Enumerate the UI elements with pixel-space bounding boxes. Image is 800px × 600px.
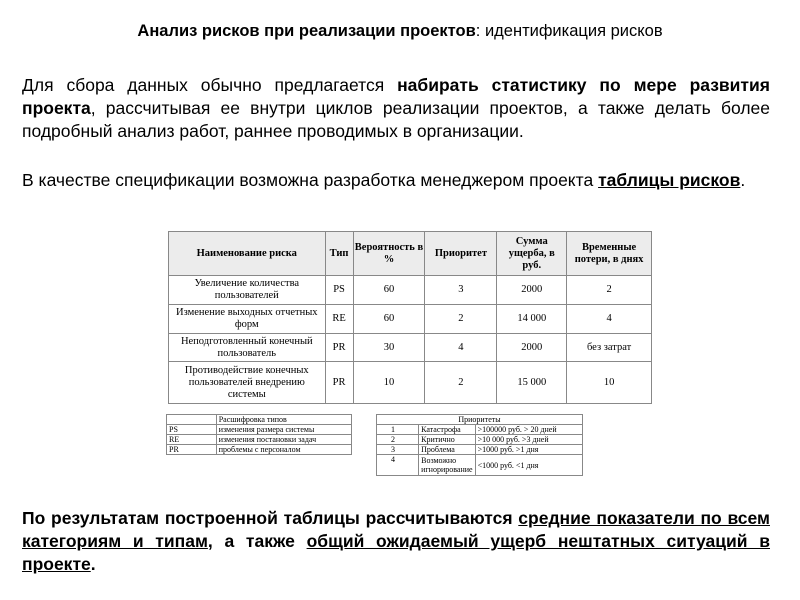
risk-table — [168, 231, 652, 404]
table-row — [167, 415, 352, 425]
risk-table-header: Тип — [325, 232, 353, 276]
risk-probability-cell: 10 — [353, 362, 425, 404]
para3-text-2: , а также — [207, 531, 307, 551]
title-rest: : идентификация рисков — [475, 22, 663, 40]
paragraph-risk-table-spec — [22, 169, 770, 192]
priority-level-cell: 2 — [377, 435, 419, 445]
para3-text-1: По результатам построенной таблицы рассчитываются — [22, 508, 519, 528]
table-row — [169, 334, 652, 362]
table-row — [377, 415, 583, 425]
table-row — [169, 305, 652, 334]
types-legend-empty-cell — [167, 415, 217, 425]
table-row — [167, 445, 352, 455]
type-code-cell: RE — [167, 435, 217, 445]
priority-threshold-cell: >1000 руб. >1 дня — [475, 445, 582, 455]
table-row — [377, 435, 583, 445]
risk-priority-cell: 4 — [425, 334, 497, 362]
risk-type-cell: PS — [325, 276, 353, 305]
risk-time-loss-cell: 4 — [567, 305, 652, 334]
priority-level-cell: 3 — [377, 445, 419, 455]
risk-priority-cell: 2 — [425, 362, 497, 404]
risk-damage-cell: 2000 — [497, 276, 567, 305]
risk-damage-cell: 14 000 — [497, 305, 567, 334]
types-legend-header: Расшифровка типов — [216, 415, 351, 425]
priority-level-cell: 4 — [377, 455, 419, 476]
type-description-cell: проблемы с персоналом — [216, 445, 351, 455]
table-row — [167, 425, 352, 435]
priority-threshold-cell: >10 000 руб. >3 дней — [475, 435, 582, 445]
type-code-cell: PR — [167, 445, 217, 455]
priority-threshold-cell: <1000 руб. <1 дня — [475, 455, 582, 476]
risk-probability-cell: 60 — [353, 276, 425, 305]
para1-bold: набирать статистику по мере развития проекта — [22, 75, 770, 118]
risk-priority-cell: 3 — [425, 276, 497, 305]
priority-name-cell: Проблема — [419, 445, 475, 455]
priority-name-cell: Возможно игнорирование — [419, 455, 475, 476]
type-description-cell: изменения размера системы — [216, 425, 351, 435]
risk-time-loss-cell: 2 — [567, 276, 652, 305]
risk-name-cell: Изменение выходных отчетных форм — [169, 305, 326, 334]
paragraph-data-collection — [22, 74, 770, 143]
risk-damage-cell: 2000 — [497, 334, 567, 362]
para1-text-2: , рассчитывая ее внутри циклов реализации проектов, а также делать более подробный анализ работ, раннее проводимых в организации. — [22, 98, 770, 141]
para3-text-3: . — [90, 554, 96, 574]
risk-name-cell: Неподготовленный конечный пользователь — [169, 334, 326, 362]
risk-table-header-row — [169, 232, 652, 276]
risk-name-cell: Противодействие конечных пользователей внедрению системы — [169, 362, 326, 404]
priority-name-cell: Критично — [419, 435, 475, 445]
risk-type-cell: PR — [325, 334, 353, 362]
risk-probability-cell: 30 — [353, 334, 425, 362]
priority-legend-header: Приоритеты — [377, 415, 583, 425]
para3-bold-2: общий ожидаемый ущерб нештатных ситуаций в проекте — [22, 531, 770, 574]
risk-time-loss-cell: 10 — [567, 362, 652, 404]
para2-text-1: В качестве спецификации возможна разработка менеджером проекта — [22, 170, 599, 190]
table-row — [377, 455, 583, 476]
para2-text-2: . — [740, 170, 746, 190]
risk-type-cell: PR — [325, 362, 353, 404]
risk-table-header: Наименование риска — [169, 232, 326, 276]
paragraph-results — [22, 507, 770, 576]
risk-type-cell: RE — [325, 305, 353, 334]
risk-table-header: Вероятность в % — [353, 232, 425, 276]
risk-damage-cell: 15 000 — [497, 362, 567, 404]
para3-bold-1: средние показатели по всем категориям и типам — [22, 508, 770, 551]
priority-name-cell: Катастрофа — [419, 425, 475, 435]
priority-legend-table — [376, 414, 583, 476]
risk-probability-cell: 60 — [353, 305, 425, 334]
table-row — [377, 445, 583, 455]
risk-time-loss-cell: без затрат — [567, 334, 652, 362]
title-bold: Анализ рисков при реализации проектов — [137, 22, 476, 40]
table-row — [167, 435, 352, 445]
priority-threshold-cell: >100000 руб. > 20 дней — [475, 425, 582, 435]
risk-table-header: Сумма ущерба, в руб. — [497, 232, 567, 276]
risk-name-cell: Увеличение количества пользователей — [169, 276, 326, 305]
table-row — [169, 362, 652, 404]
risk-table-header: Приоритет — [425, 232, 497, 276]
para1-text-1: Для сбора данных обычно предлагается — [22, 75, 398, 95]
risk-table-header: Временные потери, в днях — [567, 232, 652, 276]
types-legend-table — [166, 414, 352, 455]
risk-priority-cell: 2 — [425, 305, 497, 334]
table-row — [169, 276, 652, 305]
type-code-cell: PS — [167, 425, 217, 435]
slide-title — [0, 22, 800, 41]
priority-level-cell: 1 — [377, 425, 419, 435]
para2-bold: таблицы рисков — [598, 170, 741, 190]
type-description-cell: изменения постановки задач — [216, 435, 351, 445]
table-row — [377, 425, 583, 435]
